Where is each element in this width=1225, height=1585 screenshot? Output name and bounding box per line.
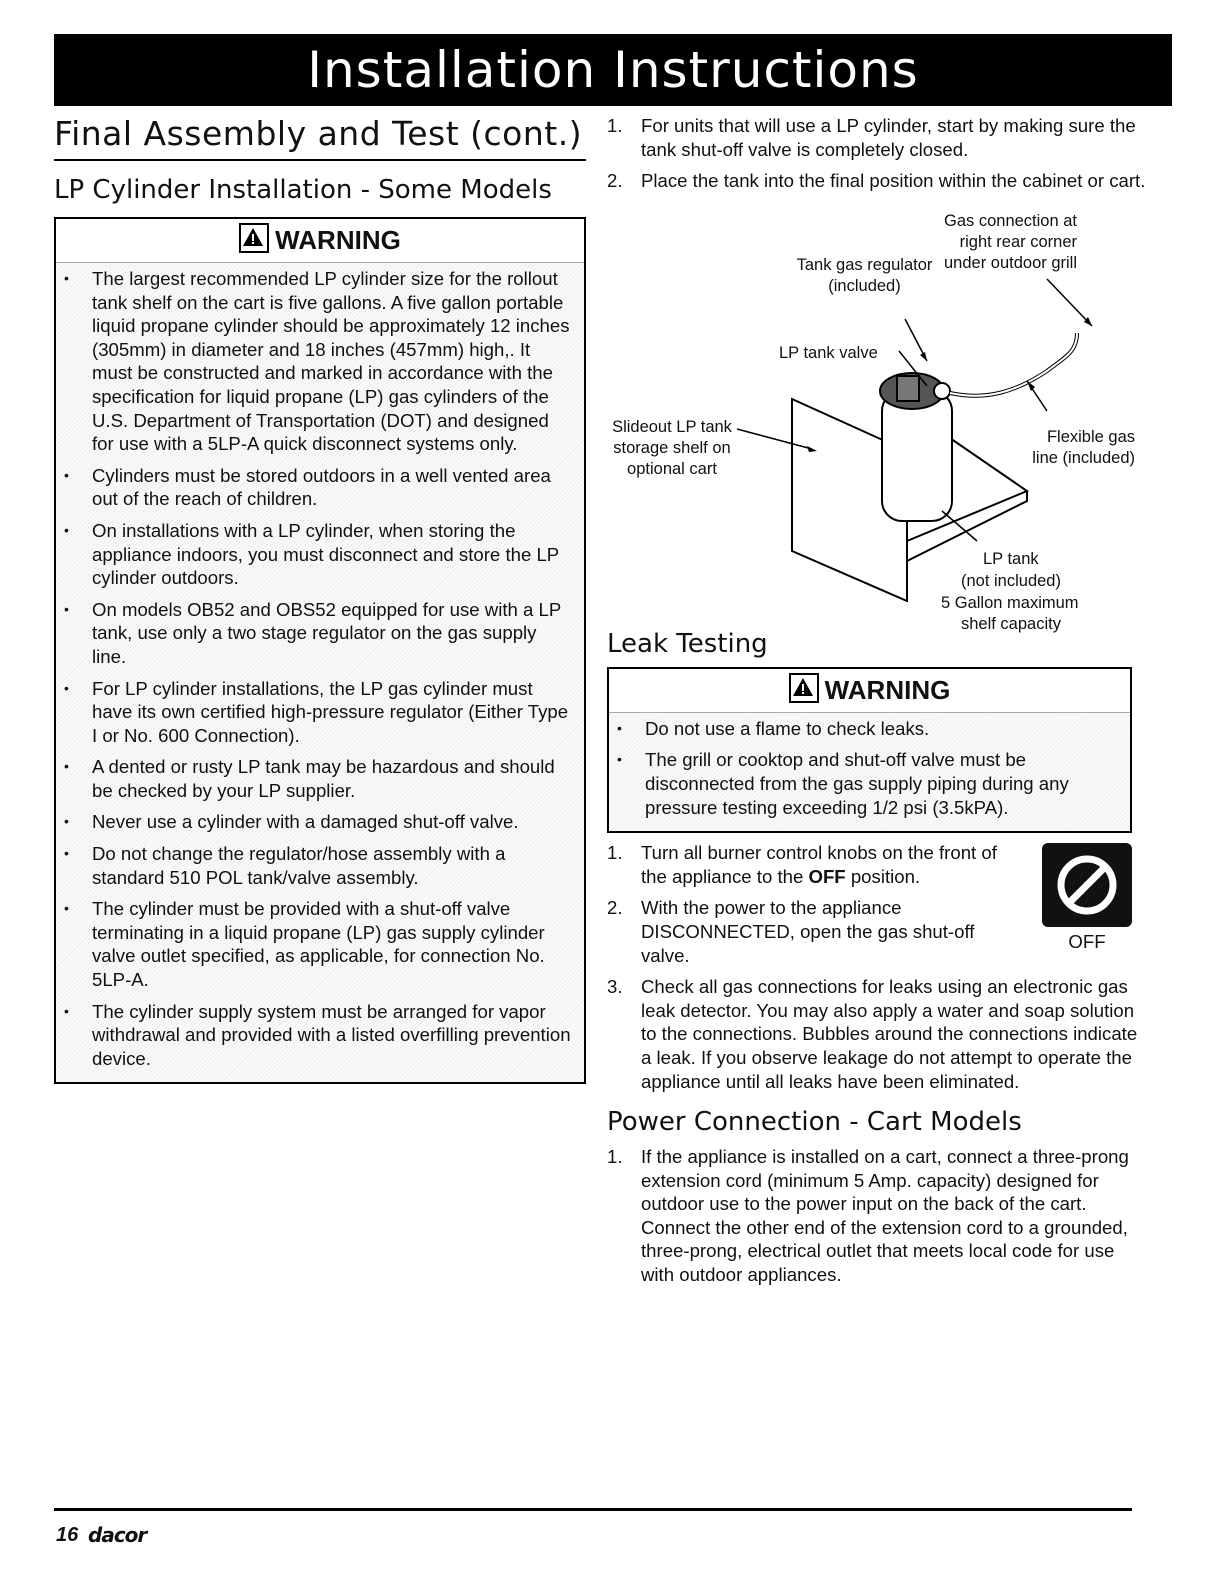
step-number: 1. bbox=[607, 115, 623, 136]
warning-triangle-icon bbox=[239, 223, 269, 253]
leak-warning-label: WARNING bbox=[824, 674, 951, 705]
warning-item: • The grill or cooktop and shut-off valve must be disconnected from the gas supply piping during any pressure testing exceeding 1/2 psi (3.5kPA). bbox=[609, 748, 1130, 819]
step-emphasis: OFF bbox=[808, 865, 846, 887]
step-item bbox=[607, 896, 1152, 967]
step-item bbox=[607, 841, 1152, 888]
lp-tank-diagram bbox=[607, 201, 1152, 631]
off-label: OFF bbox=[1068, 931, 1106, 953]
step-text: Turn all burner control knobs on the front of the appliance to the bbox=[641, 842, 997, 887]
warning-item: • The cylinder supply system must be arranged for vapor withdrawal and provided with a listed overfilling prevention device. bbox=[56, 1000, 584, 1071]
warning-body bbox=[56, 262, 584, 1082]
warning-item: • A dented or rusty LP tank may be hazardous and should be checked by your LP supplier. bbox=[56, 755, 584, 802]
label-tank-gas-regulator: Tank gas regulator (included) bbox=[796, 255, 933, 295]
warning-item: • On installations with a LP cylinder, when storing the appliance indoors, you must disconnect and store the LP cylinder outdoors. bbox=[56, 519, 584, 590]
warning-list bbox=[56, 267, 584, 1070]
power-connection-title: Power Connection - Cart Models bbox=[607, 1107, 1022, 1138]
step-item bbox=[607, 975, 1152, 1093]
warning-item: • On models OB52 and OBS52 equipped for use with a LP tank, use only a two stage regulator on the gas supply line. bbox=[56, 598, 584, 669]
label-slideout-shelf: Slideout LP tank storage shelf on optional cart bbox=[612, 417, 732, 478]
leak-steps-list bbox=[607, 841, 1152, 1093]
warning-item: • Never use a cylinder with a damaged shut-off valve. bbox=[56, 810, 584, 834]
step-text: Check all gas connections for leaks using an electronic gas leak detector. You may also apply a water and soap solution to the connections. Bubbles around the connections indicate a leak. If you observe leakage do not attempt to operate the appliance until all leaks have been eliminated. bbox=[641, 976, 1138, 1092]
leak-warning-list bbox=[609, 717, 1130, 819]
warning-item: • The largest recommended LP cylinder size for the rollout tank shelf on the cart is five gallons. A five gallon portable liquid propane cylinder should be approximately 12 inches (305mm) in diameter and 18 inches (457mm) high,. It must be constructed and marked in accordance with the specification for liquid propane (LP) gas cylinders of the U.S. Department of Transportation (DOT) and designed for use with a 5LP-A quick disconnect systems only. bbox=[56, 267, 584, 456]
warning-box bbox=[54, 217, 586, 1084]
section-title: Final Assembly and Test (cont.) bbox=[54, 110, 586, 161]
step-number: 1. bbox=[607, 1146, 623, 1168]
warning-item: • The cylinder must be provided with a shut-off valve terminating in a liquid propane (LP) gas supply cylinder valve outlet specified, as applicable, for connection No. 5LP-A. bbox=[56, 897, 584, 991]
warning-item: • Do not change the regulator/hose assembly with a standard 510 POL tank/valve assembly. bbox=[56, 842, 584, 889]
step-text: With the power to the appliance DISCONNECTED, open the gas shut-off valve. bbox=[641, 897, 975, 966]
left-column bbox=[54, 110, 586, 1084]
label-gas-connection: Gas connection at right rear corner under outdoor grill bbox=[944, 211, 1077, 272]
step-text: Place the tank into the final position within the cabinet or cart. bbox=[641, 170, 1146, 192]
page-number: 16 bbox=[56, 1524, 79, 1546]
warning-triangle-icon bbox=[789, 673, 819, 703]
label-lp-tank-valve: LP tank valve bbox=[779, 343, 878, 362]
step-text: position. bbox=[845, 865, 921, 887]
warning-header bbox=[56, 219, 584, 262]
warning-label: WARNING bbox=[275, 225, 401, 255]
step-item bbox=[607, 114, 1152, 161]
warning-item: • Do not use a flame to check leaks. bbox=[609, 717, 1130, 741]
step-number: 2. bbox=[607, 170, 623, 192]
right-column bbox=[607, 110, 1152, 1295]
label-shelf-capacity: shelf capacity bbox=[961, 614, 1061, 633]
leak-warning-header bbox=[609, 669, 1130, 712]
leak-warning-body bbox=[609, 712, 1130, 831]
page-banner: Installation Instructions bbox=[54, 34, 1172, 106]
label-flexible-gas-line: Flexible gas line (included) bbox=[1032, 427, 1135, 467]
label-lp-tank: LP tank bbox=[983, 549, 1039, 568]
step-number: 1. bbox=[607, 842, 623, 864]
step-number: 3. bbox=[607, 976, 623, 998]
steps-list bbox=[607, 114, 1152, 193]
power-steps-list bbox=[607, 1145, 1152, 1287]
label-max-capacity: 5 Gallon maximum bbox=[941, 593, 1079, 612]
footer-rule bbox=[54, 1508, 1132, 1511]
leak-steps-area bbox=[607, 841, 1152, 1093]
subsection-title: LP Cylinder Installation - Some Models bbox=[54, 175, 552, 205]
warning-item: • For LP cylinder installations, the LP gas cylinder must have its own certified high-pressure regulator (Either Type I or No. 600 Connection). bbox=[56, 677, 584, 748]
step-item bbox=[607, 169, 1152, 193]
step-number: 2. bbox=[607, 897, 623, 919]
step-text: For units that will use a LP cylinder, start by making sure the tank shut-off valve is completely closed. bbox=[641, 115, 1136, 160]
leak-testing-title: Leak Testing bbox=[607, 628, 768, 659]
leak-warning-box bbox=[607, 667, 1132, 833]
label-not-included: (not included) bbox=[961, 571, 1061, 590]
warning-item: • Cylinders must be stored outdoors in a well vented area out of the reach of children. bbox=[56, 464, 584, 511]
step-text: If the appliance is installed on a cart, connect a three-prong extension cord (minimum 5 Amp. capacity) designed for outdoor use to the power input on the back of the cart. Connect the other end of the extension cord to a grounded, three-prong, electrical outlet that meets local code for use with outdoor appliances. bbox=[641, 1146, 1129, 1286]
brand-logo: dacor bbox=[88, 1523, 147, 1547]
step-item bbox=[607, 1145, 1152, 1287]
